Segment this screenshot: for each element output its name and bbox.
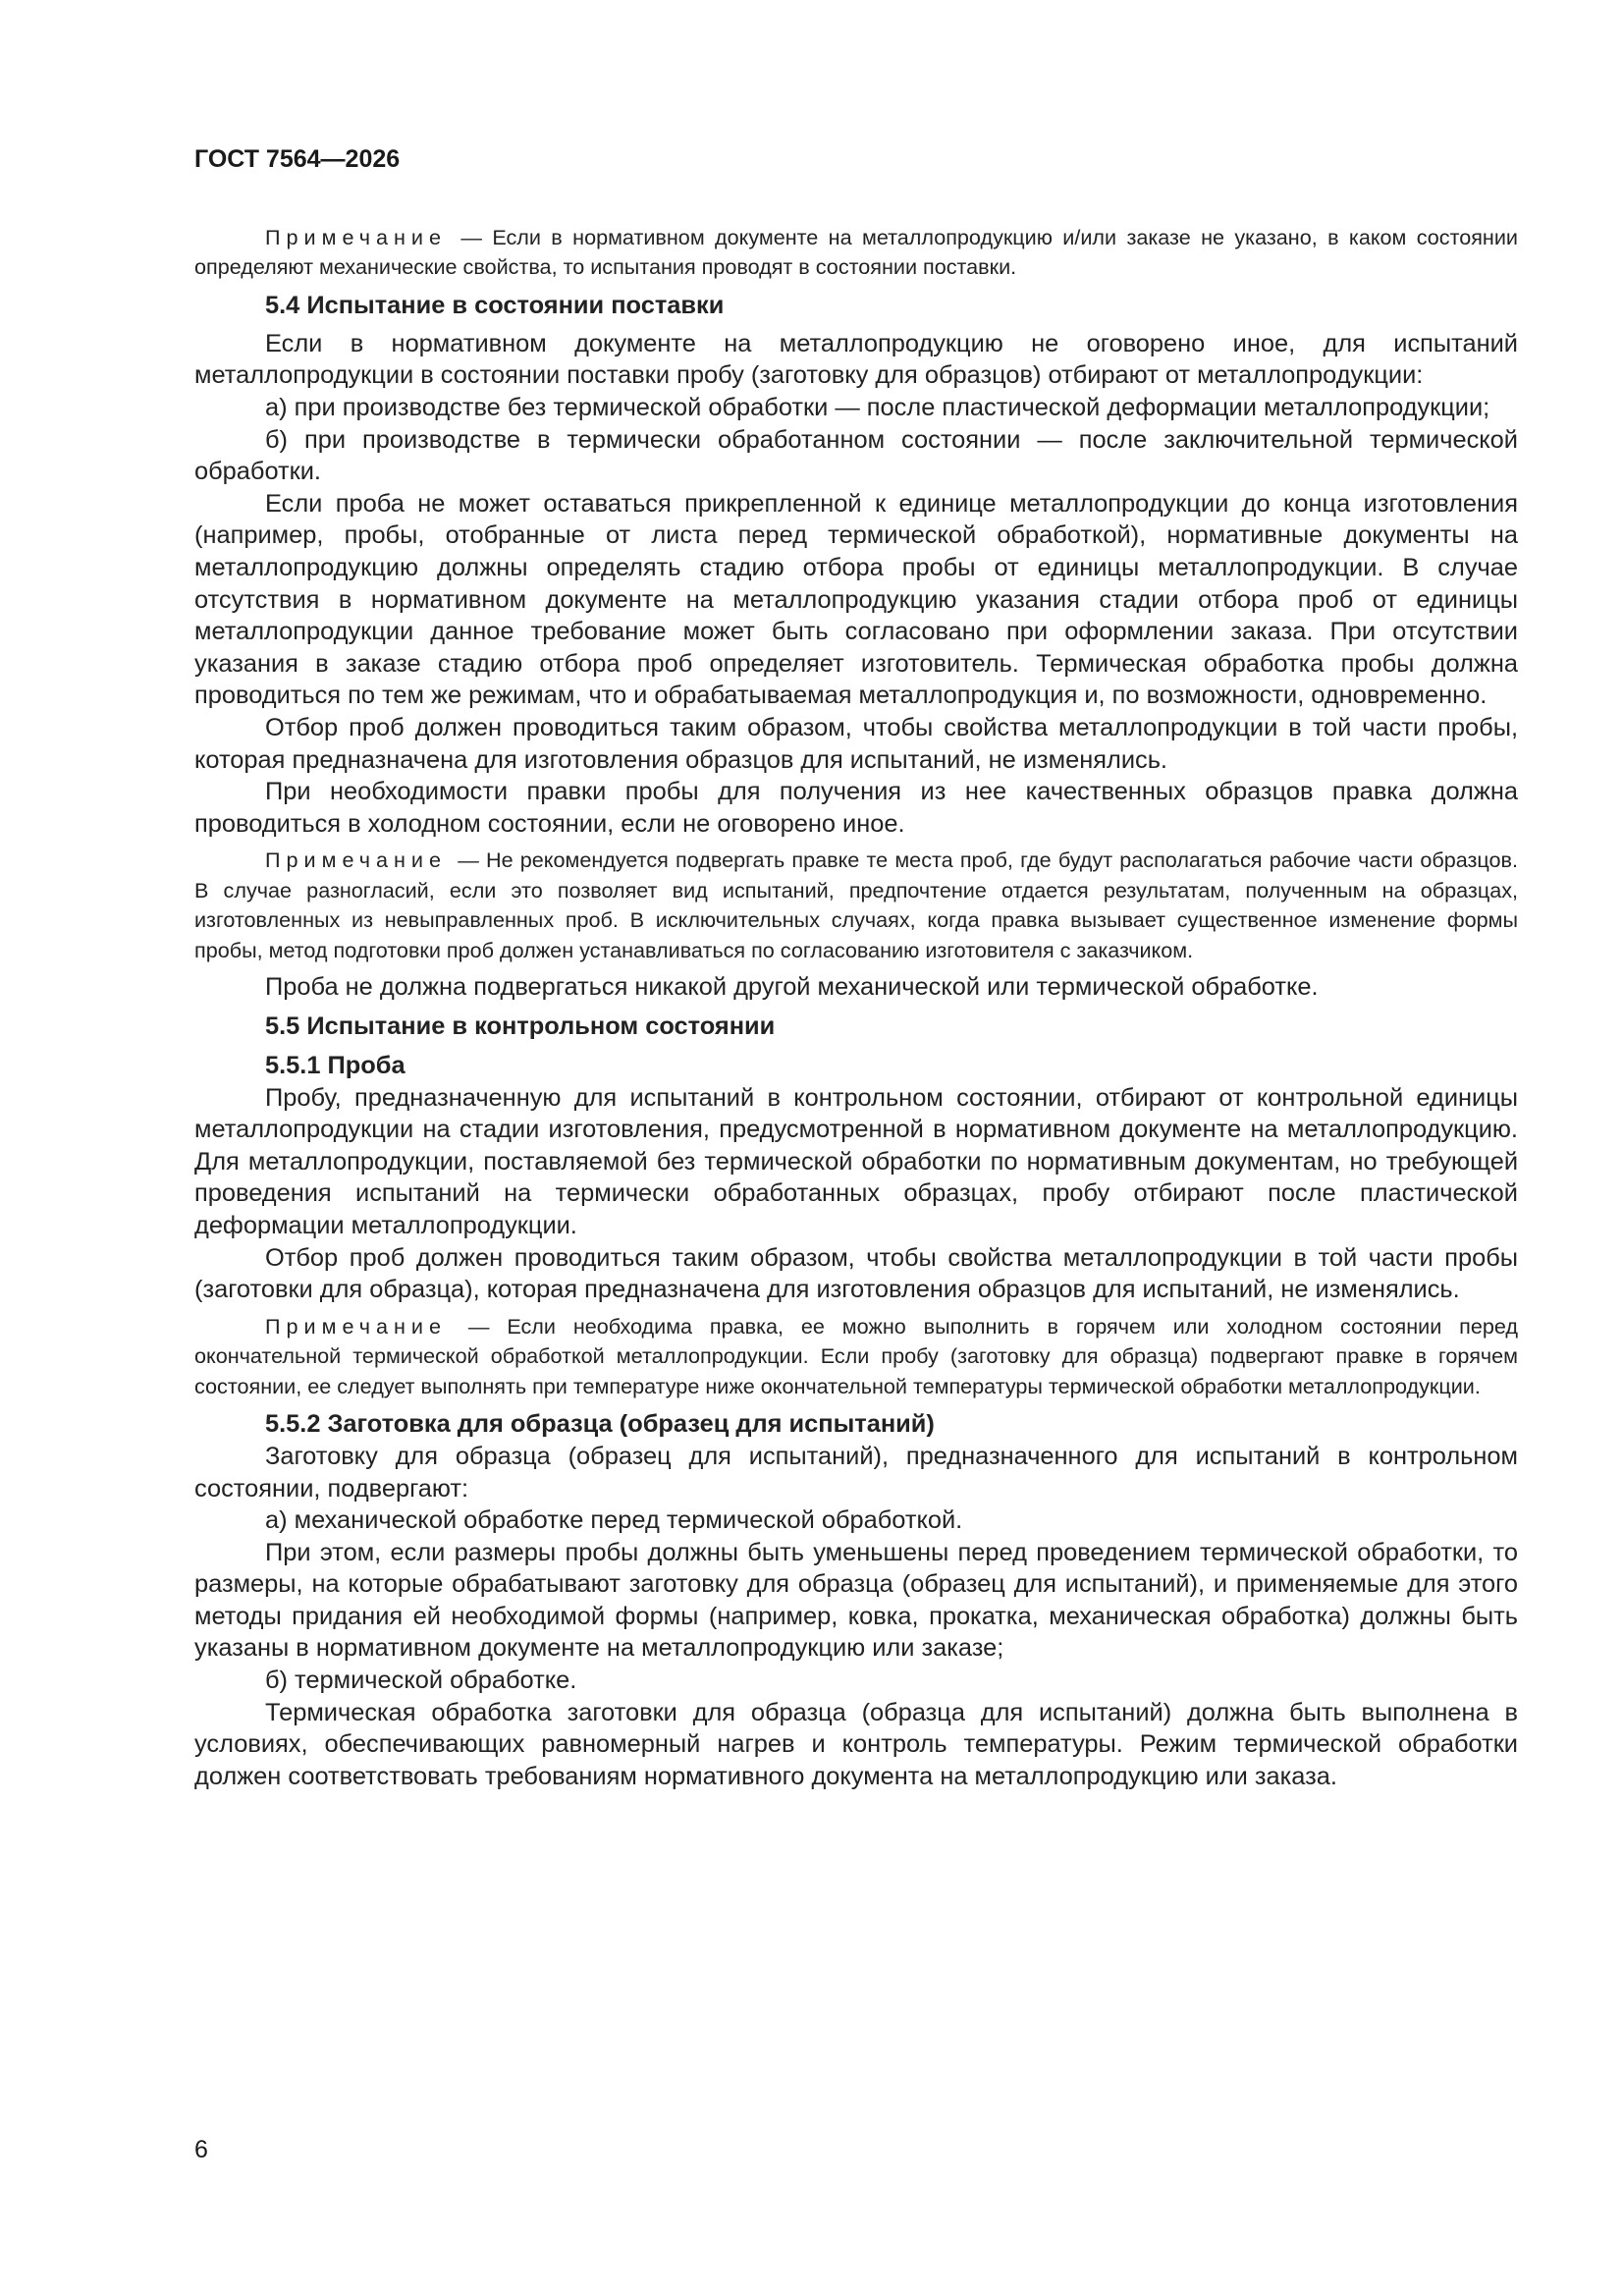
paragraph: Заготовку для образца (образец для испытаний), предназначенного для испытаний в контрольном состоянии, подвергают: xyxy=(194,1442,1518,1503)
document-header: ГОСТ 7564—2026 xyxy=(194,145,401,173)
paragraph: Если проба не может оставаться прикрепленной к единице металлопродукции до конца изготовления (например, пробы, отобранные от листа перед термической обработкой), нормативные документы на металлопродукцию должны определять стадию отбора пробы от единицы металлопродукции. В случае отсутствия в нормативном документе на металлопродукцию указания стадии отбора проб от единицы металлопродукции данное требование может быть согласовано при оформлении заказа. При отсутствии указания в заказе стадию отбора проб определяет изготовитель. Термическая обработка пробы должна проводиться по тем же режимам, что и обрабатываемая металлопродукция и, по возможности, одновременно. xyxy=(194,489,1518,710)
note-text: — Если в нормативном документе на металлопродукцию и/или заказе не указано, в каком состоянии определяют механические свойства, то испытания проводят в состоянии поставки. xyxy=(194,225,1518,280)
note xyxy=(194,223,1518,283)
paragraph: Термическая обработка заготовки для образца (образца для испытаний) должна быть выполнена в условиях, обеспечивающих равномерный нагрев и контроль температуры. Режим термической обработки должен соответствовать требованиям нормативного документа на металлопродукцию или заказа. xyxy=(194,1698,1518,1790)
section-heading-5-5-1: 5.5.1 Проба xyxy=(265,1051,406,1079)
section-heading-5-5-2: 5.5.2 Заготовка для образца (образец для испытаний) xyxy=(265,1409,935,1438)
document-body xyxy=(194,223,1518,1792)
list-item-b: б) при производстве в термически обработанном состоянии — после заключительной термической обработки. xyxy=(194,425,1518,486)
note-text: — Если необходима правка, ее можно выполнить в горячем или холодном состоянии перед окончательной термической обработкой металлопродукции. Если пробу (заготовку для образца) подвергают правке в горячем состоянии, ее следует выполнять при температуре ниже окончательной температуры термической обработки металлопродукции. xyxy=(194,1313,1518,1398)
paragraph: При необходимости правки пробы для получения из нее качественных образцов правка должна проводиться в холодном состоянии, если не оговорено иное. xyxy=(194,778,1518,838)
page-number: 6 xyxy=(194,2136,208,2163)
list-item-a: а) при производстве без термической обработки — после пластической деформации металлопродукции; xyxy=(265,394,1490,421)
paragraph: Отбор проб должен проводиться таким образом, чтобы свойства металлопродукции в той части пробы, которая предназначена для изготовления образцов для испытаний, не изменялись. xyxy=(194,713,1518,774)
paragraph: Проба не должна подвергаться никакой другой механической или термической обработке. xyxy=(265,972,1319,1001)
note-text: — Не рекомендуется подвергать правке те места проб, где будут располагаться рабочие части образцов. В случае разногласий, если это позволяет вид испытаний, предпочтение отдается результатам, полученным на образцах, изготовленных из невыправленных проб. В исключительных случаях, когда правка вызывает существенное изменение формы пробы, метод подготовки проб должен устанавливаться по согласованию изготовителя с заказчиком. xyxy=(194,847,1518,962)
note xyxy=(194,846,1518,965)
paragraph: Если в нормативном документе на металлопродукцию не оговорено иное, для испытаний металлопродукции в состоянии поставки пробу (заготовку для образцов) отбирают от металлопродукции: xyxy=(194,329,1518,390)
note-label: Примечание xyxy=(265,847,447,873)
paragraph: Пробу, предназначенную для испытаний в контрольном состоянии, отбирают от контрольной единицы металлопродукции на стадии изготовления, предусмотренной в нормативном документе на металлопродукцию. Для металлопродукции, поставляемой без термической обработки по нормативным документам, но требующей проведения испытаний на термически обработанных образцах, пробу отбирают после пластической деформации металлопродукции. xyxy=(194,1083,1518,1239)
paragraph: Отбор проб должен проводиться таким образом, чтобы свойства металлопродукции в той части пробы (заготовки для образца), которая предназначена для изготовления образцов для испытаний, не изменялись. xyxy=(194,1243,1518,1304)
list-item-b: б) термической обработке. xyxy=(265,1667,577,1695)
list-item-a: а) механической обработке перед термической обработкой. xyxy=(265,1506,963,1535)
paragraph: При этом, если размеры пробы должны быть уменьшены перед проведением термической обработки, то размеры, на которые обрабатывают заготовку для образца (образец для испытаний), и применяемые для этого методы придания ей необходимой формы (например, ковка, прокатка, механическая обработка) должны быть указаны в нормативном документе на металлопродукцию или заказе; xyxy=(194,1538,1518,1663)
section-heading-5-5: 5.5 Испытание в контрольном состоянии xyxy=(265,1011,776,1040)
note-label: Примечание xyxy=(265,225,447,249)
section-heading-5-4: 5.4 Испытание в состоянии поставки xyxy=(265,291,725,319)
note xyxy=(194,1312,1518,1401)
note-label: Примечание xyxy=(265,1313,447,1339)
